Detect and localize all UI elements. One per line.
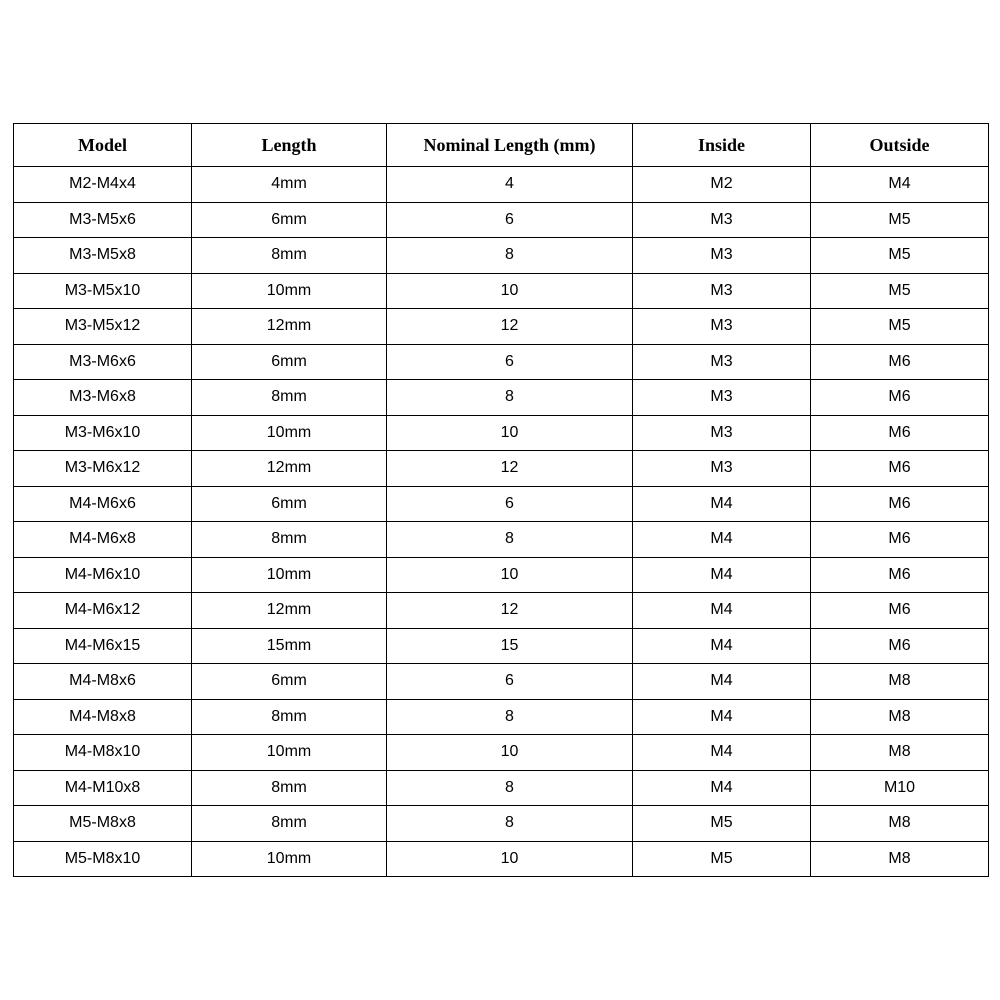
cell-inside: M4 <box>633 628 811 664</box>
table-row <box>14 238 989 274</box>
cell-inside: M4 <box>633 522 811 558</box>
table-row <box>14 699 989 735</box>
cell-model: M2-M4x4 <box>14 167 192 203</box>
cell-model: M3-M5x8 <box>14 238 192 274</box>
cell-outside: M8 <box>811 841 989 877</box>
cell-outside: M6 <box>811 415 989 451</box>
cell-outside: M5 <box>811 202 989 238</box>
table-row <box>14 344 989 380</box>
cell-length: 8mm <box>192 770 387 806</box>
table-row <box>14 415 989 451</box>
column-header-nominal-length: Nominal Length (mm) <box>387 124 633 167</box>
cell-outside: M6 <box>811 522 989 558</box>
cell-length: 4mm <box>192 167 387 203</box>
cell-outside: M6 <box>811 451 989 487</box>
cell-model: M4-M6x8 <box>14 522 192 558</box>
cell-outside: M10 <box>811 770 989 806</box>
table-row <box>14 451 989 487</box>
cell-length: 6mm <box>192 344 387 380</box>
cell-inside: M3 <box>633 380 811 416</box>
table-row <box>14 770 989 806</box>
cell-length: 10mm <box>192 415 387 451</box>
cell-outside: M8 <box>811 806 989 842</box>
cell-inside: M2 <box>633 167 811 203</box>
cell-inside: M3 <box>633 344 811 380</box>
cell-nominal-length: 6 <box>387 664 633 700</box>
cell-nominal-length: 10 <box>387 415 633 451</box>
spec-table <box>13 123 989 877</box>
table-row <box>14 202 989 238</box>
table-row <box>14 593 989 629</box>
cell-nominal-length: 15 <box>387 628 633 664</box>
cell-model: M3-M6x8 <box>14 380 192 416</box>
cell-nominal-length: 8 <box>387 522 633 558</box>
cell-model: M4-M6x6 <box>14 486 192 522</box>
cell-nominal-length: 10 <box>387 735 633 771</box>
cell-nominal-length: 6 <box>387 344 633 380</box>
cell-nominal-length: 8 <box>387 699 633 735</box>
cell-length: 6mm <box>192 202 387 238</box>
cell-inside: M4 <box>633 557 811 593</box>
cell-nominal-length: 12 <box>387 593 633 629</box>
table-row <box>14 806 989 842</box>
table-row <box>14 486 989 522</box>
cell-inside: M4 <box>633 735 811 771</box>
cell-model: M4-M8x8 <box>14 699 192 735</box>
cell-model: M4-M8x10 <box>14 735 192 771</box>
cell-outside: M6 <box>811 344 989 380</box>
table-row <box>14 522 989 558</box>
cell-length: 10mm <box>192 557 387 593</box>
table-body <box>14 167 989 877</box>
cell-outside: M5 <box>811 273 989 309</box>
table-header <box>14 124 989 167</box>
table-row <box>14 735 989 771</box>
cell-inside: M3 <box>633 238 811 274</box>
column-header-length: Length <box>192 124 387 167</box>
cell-nominal-length: 6 <box>387 202 633 238</box>
cell-inside: M4 <box>633 699 811 735</box>
cell-model: M4-M10x8 <box>14 770 192 806</box>
cell-nominal-length: 8 <box>387 380 633 416</box>
cell-length: 8mm <box>192 380 387 416</box>
cell-nominal-length: 10 <box>387 557 633 593</box>
table-row <box>14 557 989 593</box>
cell-length: 8mm <box>192 238 387 274</box>
cell-model: M3-M6x12 <box>14 451 192 487</box>
cell-inside: M3 <box>633 202 811 238</box>
cell-outside: M6 <box>811 380 989 416</box>
cell-outside: M6 <box>811 486 989 522</box>
cell-outside: M6 <box>811 557 989 593</box>
cell-nominal-length: 12 <box>387 309 633 345</box>
cell-model: M3-M5x10 <box>14 273 192 309</box>
cell-outside: M5 <box>811 238 989 274</box>
cell-length: 8mm <box>192 806 387 842</box>
cell-nominal-length: 8 <box>387 770 633 806</box>
cell-nominal-length: 10 <box>387 273 633 309</box>
cell-model: M3-M6x6 <box>14 344 192 380</box>
cell-model: M3-M5x6 <box>14 202 192 238</box>
cell-inside: M4 <box>633 664 811 700</box>
cell-nominal-length: 12 <box>387 451 633 487</box>
cell-outside: M6 <box>811 628 989 664</box>
cell-nominal-length: 10 <box>387 841 633 877</box>
cell-inside: M3 <box>633 273 811 309</box>
cell-outside: M8 <box>811 699 989 735</box>
cell-length: 10mm <box>192 841 387 877</box>
cell-outside: M6 <box>811 593 989 629</box>
table-row <box>14 309 989 345</box>
cell-length: 15mm <box>192 628 387 664</box>
table-row <box>14 380 989 416</box>
table-row <box>14 841 989 877</box>
cell-length: 6mm <box>192 664 387 700</box>
cell-inside: M3 <box>633 309 811 345</box>
cell-inside: M4 <box>633 770 811 806</box>
cell-length: 8mm <box>192 522 387 558</box>
cell-length: 6mm <box>192 486 387 522</box>
cell-inside: M5 <box>633 806 811 842</box>
cell-model: M4-M6x12 <box>14 593 192 629</box>
cell-length: 12mm <box>192 593 387 629</box>
cell-nominal-length: 8 <box>387 806 633 842</box>
cell-outside: M4 <box>811 167 989 203</box>
cell-length: 12mm <box>192 451 387 487</box>
table-row <box>14 664 989 700</box>
cell-nominal-length: 4 <box>387 167 633 203</box>
cell-inside: M3 <box>633 451 811 487</box>
cell-nominal-length: 8 <box>387 238 633 274</box>
cell-model: M5-M8x10 <box>14 841 192 877</box>
cell-length: 10mm <box>192 273 387 309</box>
cell-model: M4-M8x6 <box>14 664 192 700</box>
cell-model: M5-M8x8 <box>14 806 192 842</box>
column-header-outside: Outside <box>811 124 989 167</box>
table-row <box>14 273 989 309</box>
cell-model: M3-M6x10 <box>14 415 192 451</box>
cell-nominal-length: 6 <box>387 486 633 522</box>
cell-length: 10mm <box>192 735 387 771</box>
column-header-inside: Inside <box>633 124 811 167</box>
cell-inside: M5 <box>633 841 811 877</box>
header-row <box>14 124 989 167</box>
cell-model: M4-M6x10 <box>14 557 192 593</box>
cell-model: M4-M6x15 <box>14 628 192 664</box>
cell-outside: M5 <box>811 309 989 345</box>
cell-outside: M8 <box>811 735 989 771</box>
cell-length: 12mm <box>192 309 387 345</box>
cell-length: 8mm <box>192 699 387 735</box>
cell-inside: M3 <box>633 415 811 451</box>
cell-outside: M8 <box>811 664 989 700</box>
cell-inside: M4 <box>633 486 811 522</box>
cell-model: M3-M5x12 <box>14 309 192 345</box>
cell-inside: M4 <box>633 593 811 629</box>
table-row <box>14 167 989 203</box>
column-header-model: Model <box>14 124 192 167</box>
table-row <box>14 628 989 664</box>
